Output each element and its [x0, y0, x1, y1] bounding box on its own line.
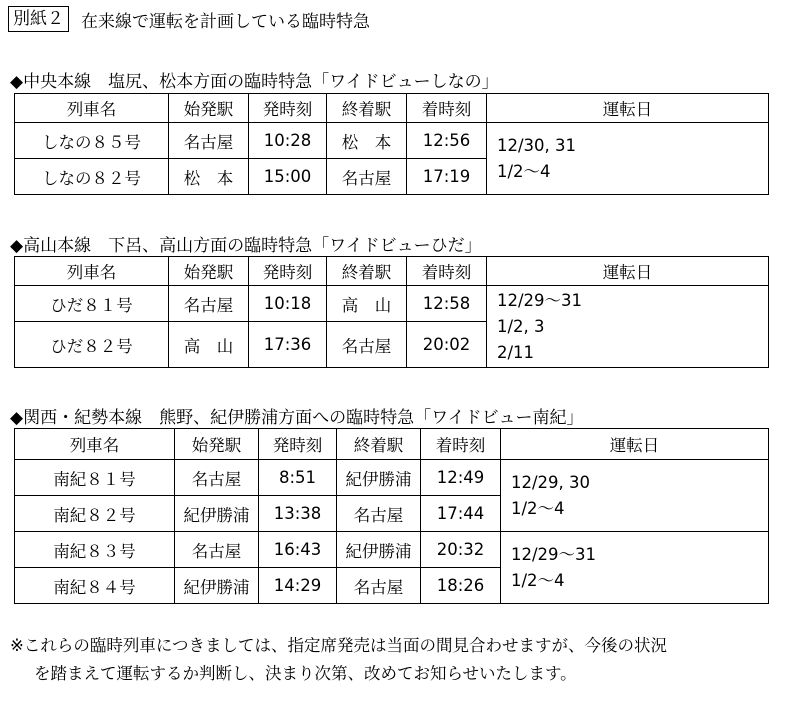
- column-header: 終着駅: [327, 257, 407, 286]
- destination-station: 高 山: [327, 286, 407, 322]
- train-name: 南紀８４号: [15, 568, 175, 604]
- departure-time: 8:51: [259, 460, 337, 496]
- departure-time: 17:36: [249, 322, 327, 368]
- arrival-time: 20:32: [421, 532, 501, 568]
- train-name: ひだ８１号: [15, 286, 169, 322]
- departure-time: 10:18: [249, 286, 327, 322]
- column-header: 始発駅: [175, 429, 259, 460]
- column-header: 発時刻: [249, 94, 327, 123]
- timetable-kisei: [14, 428, 769, 604]
- column-header: 列車名: [15, 257, 169, 286]
- footnote-line: ※これらの臨時列車につきましては、指定席発売は当面の間見合わせますが、今後の状況: [10, 636, 667, 655]
- destination-station: 紀伊勝浦: [337, 460, 421, 496]
- section-title-chuo: ◆中央本線 塩尻、松本方面の臨時特急「ワイドビューしなの」: [10, 72, 499, 92]
- destination-station: 名古屋: [327, 322, 407, 368]
- train-name: しなの８２号: [15, 159, 169, 195]
- column-header: 列車名: [15, 429, 175, 460]
- departure-time: 16:43: [259, 532, 337, 568]
- table-row: [15, 532, 769, 568]
- column-header: 着時刻: [407, 94, 487, 123]
- destination-station: 松 本: [327, 123, 407, 159]
- operation-days: 12/29, 30 1/2～4: [501, 460, 769, 532]
- operation-days: 12/29～31 1/2～4: [501, 532, 769, 604]
- arrival-time: 20:02: [407, 322, 487, 368]
- column-header: 運転日: [501, 429, 769, 460]
- footnote: [10, 632, 785, 688]
- table-header-row: [15, 257, 769, 286]
- timetable-takayama: [14, 256, 769, 368]
- column-header: 終着駅: [327, 94, 407, 123]
- attachment-tag: 別紙２: [8, 6, 69, 32]
- origin-station: 名古屋: [169, 286, 249, 322]
- arrival-time: 12:49: [421, 460, 501, 496]
- train-name: しなの８５号: [15, 123, 169, 159]
- origin-station: 名古屋: [175, 460, 259, 496]
- train-name: 南紀８３号: [15, 532, 175, 568]
- origin-station: 紀伊勝浦: [175, 568, 259, 604]
- section-title-takayama: ◆高山本線 下呂、高山方面の臨時特急「ワイドビューひだ」: [10, 236, 482, 256]
- origin-station: 名古屋: [169, 123, 249, 159]
- column-header: 着時刻: [421, 429, 501, 460]
- footnote-line: を踏まえて運転するか判断し、決まり次第、改めてお知らせいたします。: [34, 664, 577, 683]
- train-name: ひだ８２号: [15, 322, 169, 368]
- arrival-time: 12:56: [407, 123, 487, 159]
- table-row: [15, 123, 769, 159]
- departure-time: 10:28: [249, 123, 327, 159]
- train-name: 南紀８１号: [15, 460, 175, 496]
- origin-station: 名古屋: [175, 532, 259, 568]
- operation-days: 12/30, 31 1/2～4: [487, 123, 769, 195]
- column-header: 運転日: [487, 94, 769, 123]
- destination-station: 紀伊勝浦: [337, 532, 421, 568]
- column-header: 始発駅: [169, 94, 249, 123]
- timetable-chuo: [14, 93, 769, 195]
- operation-days: 12/29～31 1/2, 3 2/11: [487, 286, 769, 368]
- table-header-row: [15, 94, 769, 123]
- departure-time: 13:38: [259, 496, 337, 532]
- arrival-time: 12:58: [407, 286, 487, 322]
- departure-time: 15:00: [249, 159, 327, 195]
- table-header-row: [15, 429, 769, 460]
- train-name: 南紀８２号: [15, 496, 175, 532]
- origin-station: 松 本: [169, 159, 249, 195]
- departure-time: 14:29: [259, 568, 337, 604]
- table-row: [15, 460, 769, 496]
- destination-station: 名古屋: [337, 496, 421, 532]
- origin-station: 高 山: [169, 322, 249, 368]
- column-header: 始発駅: [169, 257, 249, 286]
- column-header: 発時刻: [259, 429, 337, 460]
- destination-station: 名古屋: [337, 568, 421, 604]
- column-header: 終着駅: [337, 429, 421, 460]
- origin-station: 紀伊勝浦: [175, 496, 259, 532]
- arrival-time: 17:19: [407, 159, 487, 195]
- header: [8, 4, 370, 34]
- table-row: [15, 286, 769, 322]
- column-header: 発時刻: [249, 257, 327, 286]
- page-title: 在来線で運転を計画している臨時特急: [81, 11, 370, 32]
- column-header: 列車名: [15, 94, 169, 123]
- column-header: 運転日: [487, 257, 769, 286]
- arrival-time: 17:44: [421, 496, 501, 532]
- column-header: 着時刻: [407, 257, 487, 286]
- destination-station: 名古屋: [327, 159, 407, 195]
- arrival-time: 18:26: [421, 568, 501, 604]
- section-title-kisei: ◆関西・紀勢本線 熊野、紀伊勝浦方面への臨時特急「ワイドビュー南紀」: [10, 408, 584, 428]
